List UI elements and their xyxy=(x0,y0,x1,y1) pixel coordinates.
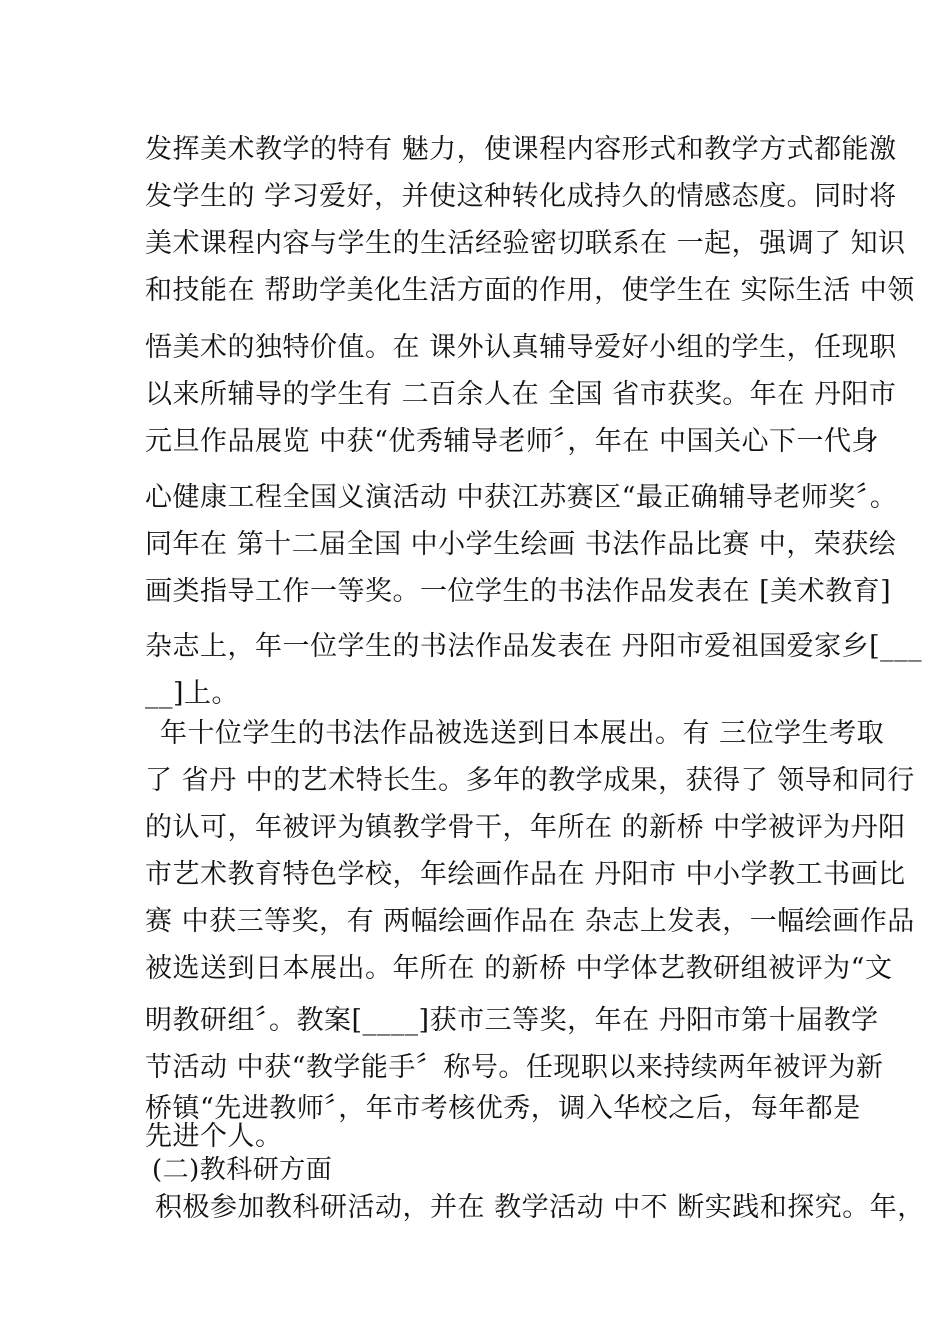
text-line: 了 省丹 中的艺术特长生。多年的教学成果，获得了 领导和同行 xyxy=(145,765,915,796)
text-line: 积极参加教科研活动，并在 教学活动 中不 断实践和探究。年， xyxy=(155,1192,925,1223)
text-line: 以来所辅导的学生有 二百余人在 全国 省市获奖。年在 丹阳市 xyxy=(145,379,897,410)
text-line: 的认可，年被评为镇教学骨干，年所在 的新桥 中学被评为丹阳 xyxy=(145,812,906,843)
text-line: 市艺术教育特色学校，年绘画作品在 丹阳市 中小学教工书画比 xyxy=(145,859,906,890)
text-line: 赛 中获三等奖，有 两幅绘画作品在 杂志上发表，一幅绘画作品 xyxy=(145,906,915,937)
text-line: 先进个人。 xyxy=(145,1121,283,1152)
text-line: 节活动 中获“教学能手〞称号。任现职以来持续两年被评为新 xyxy=(145,1052,884,1083)
text-line: __]上。 xyxy=(145,678,240,709)
section-heading: (二)教科研方面 xyxy=(152,1155,333,1185)
text-line: 发挥美术教学的特有 魅力，使课程内容形式和教学方式都能激 xyxy=(145,134,897,165)
text-line: 心健康工程全国义演活动 中获江苏赛区“最正确辅导老师奖〞。 xyxy=(145,482,898,513)
text-line: 明教研组〞。教案[____]获市三等奖，年在 丹阳市第十届教学 xyxy=(145,1005,879,1036)
text-line: 杂志上，年一位学生的书法作品发表在 丹阳市爱祖国爱家乡[___ xyxy=(145,631,923,662)
text-line: 悟美术的独特价值。在 课外认真辅导爱好小组的学生，任现职 xyxy=(145,332,897,363)
text-line: 被选送到日本展出。年所在 的新桥 中学体艺教研组被评为“文 xyxy=(145,953,893,984)
text-line: 桥镇“先进教师〞，年市考核优秀，调入华校之后，每年都是 xyxy=(145,1093,861,1124)
text-line: 画类指导工作一等奖。一位学生的书法作品发表在 [美术教育] xyxy=(145,576,892,607)
text-line: 发学生的 学习爱好，并使这种转化成持久的情感态度。同时将 xyxy=(145,181,897,212)
text-line: 同年在 第十二届全国 中小学生绘画 书法作品比赛 中，荣获绘 xyxy=(145,529,897,560)
text-line: 美术课程内容与学生的生活经验密切联系在 一起，强调了 知识 xyxy=(145,228,906,259)
text-line: 和技能在 帮助学美化生活方面的作用，使学生在 实际生活 中领 xyxy=(145,275,915,306)
text-line: 年十位学生的书法作品被选送到日本展出。有 三位学生考取 xyxy=(160,718,885,749)
text-line: 元旦作品展览 中获“优秀辅导老师〞，年在 中国关心下一代身 xyxy=(145,426,879,457)
